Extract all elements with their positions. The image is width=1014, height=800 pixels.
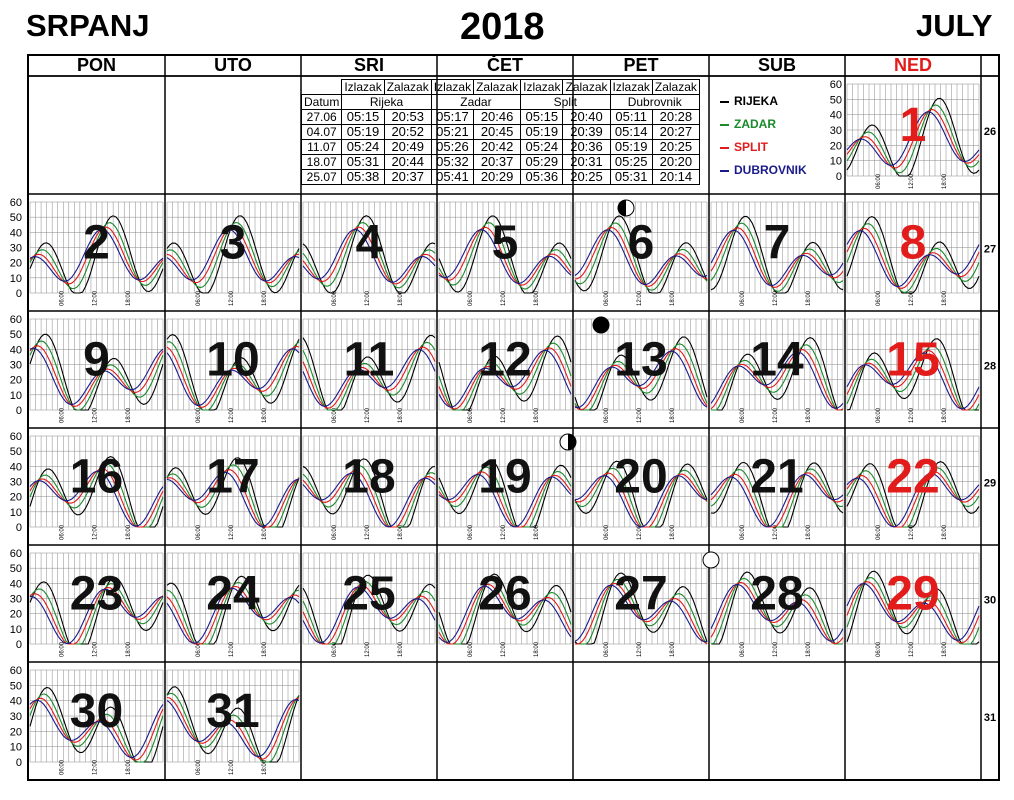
day-number[interactable]: 7 <box>763 216 791 270</box>
x-tick-label: 06:00 <box>740 407 746 423</box>
sun-table-row <box>302 170 700 185</box>
x-tick-label: 06:00 <box>468 407 474 423</box>
x-tick-label: 06:00 <box>59 290 66 306</box>
y-tick-label: 30 <box>9 359 22 372</box>
x-tick-label: 12:00 <box>365 290 371 306</box>
x-tick-label: 12:00 <box>365 407 371 423</box>
day-number[interactable]: 24 <box>206 567 260 621</box>
x-tick-label: 12:00 <box>909 290 915 306</box>
day-number[interactable]: 16 <box>69 450 124 504</box>
y-tick-label: 0 <box>835 171 842 183</box>
x-tick-label: 18:00 <box>262 641 268 657</box>
month-local-title: SRPANJ <box>26 8 150 43</box>
x-tick-label: 12:00 <box>909 524 915 540</box>
row-time: 20:52 <box>384 125 431 140</box>
y-tick-label: 30 <box>829 125 842 137</box>
row-time: 05:24 <box>521 140 563 155</box>
row-time: 05:31 <box>610 170 652 185</box>
x-tick-label: 12:00 <box>773 290 779 306</box>
x-tick-label: 12:00 <box>637 290 643 306</box>
day-number[interactable]: 5 <box>491 216 519 270</box>
y-tick-label: 30 <box>9 711 22 723</box>
day-number[interactable]: 28 <box>750 567 804 621</box>
y-tick-label: 30 <box>9 593 22 606</box>
x-tick-label: 18:00 <box>125 759 132 775</box>
row-time: 05:19 <box>610 140 652 155</box>
row-date: 18.07 <box>302 155 342 170</box>
y-tick-label: 50 <box>9 680 22 693</box>
x-tick-label: 18:00 <box>398 524 404 540</box>
x-tick-label: 12:00 <box>229 759 235 775</box>
row-time: 05:15 <box>342 110 384 125</box>
row-time: 20:49 <box>384 140 431 155</box>
week-number: 29 <box>983 477 997 490</box>
new-moon-moon-icon <box>593 317 609 333</box>
y-tick-label: 50 <box>9 563 22 576</box>
y-tick-label: 10 <box>9 506 22 519</box>
x-tick-label: 06:00 <box>740 524 746 540</box>
x-tick-label: 12:00 <box>229 524 235 540</box>
row-date: 27.06 <box>302 110 342 125</box>
col-zalazak: Zalazak <box>652 80 699 95</box>
x-tick-label: 06:00 <box>876 290 882 306</box>
sunrise-sunset-table <box>301 79 700 185</box>
x-tick-label: 18:00 <box>262 524 268 540</box>
row-time: 05:36 <box>521 170 563 185</box>
x-tick-label: 18:00 <box>670 524 676 540</box>
y-tick-label: 0 <box>15 288 22 300</box>
x-tick-label: 12:00 <box>637 641 643 657</box>
col-zalazak: Zalazak <box>384 80 431 95</box>
row-time: 20:20 <box>652 155 699 170</box>
month-english-title: JULY <box>916 8 993 43</box>
row-time: 20:37 <box>384 170 431 185</box>
x-tick-label: 18:00 <box>942 407 948 423</box>
x-tick-label: 12:00 <box>92 641 99 657</box>
row-time: 05:11 <box>610 110 652 125</box>
day-number[interactable]: 21 <box>750 450 804 504</box>
x-tick-label: 06:00 <box>604 290 610 306</box>
day-number[interactable]: 10 <box>206 333 260 387</box>
y-tick-label: 10 <box>9 741 22 754</box>
x-tick-label: 06:00 <box>876 407 882 423</box>
legend-split: SPLIT <box>720 136 807 159</box>
year-title: 2018 <box>460 6 545 48</box>
row-time: 20:28 <box>652 110 699 125</box>
x-tick-label: 18:00 <box>534 407 540 423</box>
x-tick-label: 06:00 <box>332 407 338 423</box>
x-tick-label: 18:00 <box>125 641 132 657</box>
day-number[interactable]: 12 <box>478 333 532 387</box>
city-rijeka: Rijeka <box>342 95 431 110</box>
tide-legend <box>720 90 807 182</box>
x-tick-label: 06:00 <box>740 290 746 306</box>
sun-table-row <box>302 125 700 140</box>
y-tick-label: 40 <box>9 578 22 591</box>
legend-zadar: ZADAR <box>720 113 807 136</box>
row-time: 20:53 <box>384 110 431 125</box>
row-time: 20:39 <box>563 125 610 140</box>
row-time: 05:41 <box>431 170 473 185</box>
weekday-header: NED <box>893 55 933 75</box>
day-number[interactable]: 18 <box>342 450 396 504</box>
x-tick-label: 06:00 <box>332 524 338 540</box>
x-tick-label: 06:00 <box>332 641 338 657</box>
row-time: 05:19 <box>342 125 384 140</box>
week-number: 26 <box>983 126 997 138</box>
day-number[interactable]: 23 <box>69 567 124 621</box>
row-date: 04.07 <box>302 125 342 140</box>
y-tick-label: 10 <box>9 272 22 285</box>
x-tick-label: 06:00 <box>59 524 66 540</box>
x-tick-label: 18:00 <box>398 641 404 657</box>
day-number[interactable]: 4 <box>355 216 383 270</box>
y-tick-label: 20 <box>9 374 22 387</box>
x-tick-label: 06:00 <box>196 641 202 657</box>
full-moon-moon-icon <box>703 552 719 568</box>
y-tick-label: 0 <box>15 405 22 417</box>
weekday-header: UTO <box>214 55 252 75</box>
x-tick-label: 12:00 <box>229 407 235 423</box>
x-tick-label: 06:00 <box>604 407 610 423</box>
x-tick-label: 18:00 <box>670 290 676 306</box>
x-tick-label: 12:00 <box>92 524 99 540</box>
y-tick-label: 0 <box>15 522 22 534</box>
x-tick-label: 12:00 <box>365 524 371 540</box>
x-tick-label: 18:00 <box>534 641 540 657</box>
sun-table-row <box>302 140 700 155</box>
row-time: 20:25 <box>563 170 610 185</box>
row-time: 05:25 <box>610 155 652 170</box>
x-tick-label: 12:00 <box>773 407 779 423</box>
y-tick-label: 40 <box>9 461 22 474</box>
day-number[interactable]: 3 <box>219 216 247 270</box>
x-tick-label: 06:00 <box>468 641 474 657</box>
y-tick-label: 40 <box>829 109 842 122</box>
x-tick-label: 18:00 <box>806 290 812 306</box>
y-tick-label: 50 <box>9 329 22 342</box>
y-tick-label: 20 <box>9 491 22 504</box>
day-number[interactable]: 17 <box>206 450 260 504</box>
x-tick-label: 12:00 <box>365 641 371 657</box>
y-tick-label: 40 <box>9 695 22 708</box>
y-tick-label: 20 <box>9 726 22 739</box>
day-number[interactable]: 8 <box>899 216 927 270</box>
weekday-header: PET <box>623 55 659 75</box>
col-zalazak: Zalazak <box>474 80 521 95</box>
x-tick-label: 12:00 <box>637 524 643 540</box>
row-time: 05:14 <box>610 125 652 140</box>
x-tick-label: 12:00 <box>501 407 507 423</box>
y-tick-label: 0 <box>15 757 22 769</box>
y-tick-label: 10 <box>9 389 22 402</box>
x-tick-label: 06:00 <box>332 290 338 306</box>
y-tick-label: 60 <box>9 548 22 560</box>
x-tick-label: 18:00 <box>262 759 268 775</box>
x-tick-label: 06:00 <box>876 524 882 540</box>
week-number: 31 <box>983 712 997 724</box>
x-tick-label: 18:00 <box>942 290 948 306</box>
y-tick-label: 60 <box>9 197 22 209</box>
day-number[interactable]: 13 <box>614 333 668 387</box>
x-tick-label: 06:00 <box>876 641 882 657</box>
x-tick-label: 12:00 <box>909 641 915 657</box>
x-tick-label: 18:00 <box>262 407 268 423</box>
x-tick-label: 06:00 <box>468 290 474 306</box>
week-number: 28 <box>983 360 997 373</box>
weekday-header: SRI <box>353 55 385 75</box>
row-time: 05:29 <box>521 155 563 170</box>
row-time: 20:45 <box>474 125 521 140</box>
x-tick-label: 18:00 <box>534 290 540 306</box>
day-number[interactable]: 31 <box>206 684 260 738</box>
x-tick-label: 12:00 <box>773 524 779 540</box>
y-tick-label: 60 <box>9 665 22 677</box>
y-tick-label: 40 <box>9 227 22 240</box>
day-number[interactable]: 19 <box>478 450 532 504</box>
col-izlazak: Izlazak <box>521 80 563 95</box>
row-date: 11.07 <box>302 140 342 155</box>
weekday-header: PON <box>76 55 117 75</box>
x-tick-label: 12:00 <box>501 524 507 540</box>
y-tick-label: 20 <box>9 257 22 270</box>
col-datum: Datum <box>302 95 342 110</box>
day-number[interactable]: 25 <box>342 567 396 621</box>
row-time: 05:21 <box>431 125 473 140</box>
x-tick-label: 12:00 <box>909 173 915 189</box>
row-time: 20:14 <box>652 170 699 185</box>
legend-rijeka: RIJEKA <box>720 90 807 113</box>
row-time: 20:37 <box>474 155 521 170</box>
day-number[interactable]: 26 <box>478 567 532 621</box>
row-time: 05:17 <box>431 110 473 125</box>
legend-dubrovnik: DUBROVNIK <box>720 159 807 182</box>
y-tick-label: 10 <box>829 155 842 168</box>
week-number: 30 <box>983 594 997 607</box>
x-tick-label: 12:00 <box>637 407 643 423</box>
x-tick-label: 12:00 <box>92 290 99 306</box>
x-tick-label: 18:00 <box>398 407 404 423</box>
row-time: 20:31 <box>563 155 610 170</box>
x-tick-label: 18:00 <box>125 524 132 540</box>
day-number[interactable]: 20 <box>614 450 668 504</box>
row-time: 20:29 <box>474 170 521 185</box>
week-number: 27 <box>983 243 997 256</box>
day-number[interactable]: 2 <box>83 216 110 270</box>
x-tick-label: 12:00 <box>229 641 235 657</box>
day-number[interactable]: 30 <box>69 684 124 738</box>
day-number[interactable]: 11 <box>343 333 395 387</box>
row-time: 05:31 <box>342 155 384 170</box>
x-tick-label: 06:00 <box>468 524 474 540</box>
day-number[interactable]: 6 <box>627 216 655 270</box>
y-tick-label: 60 <box>829 79 842 91</box>
x-tick-label: 12:00 <box>773 641 779 657</box>
city-split: Split <box>521 95 610 110</box>
x-tick-label: 18:00 <box>670 407 676 423</box>
x-tick-label: 12:00 <box>92 407 99 423</box>
x-tick-label: 12:00 <box>229 290 235 306</box>
row-time: 20:44 <box>384 155 431 170</box>
row-time: 20:36 <box>563 140 610 155</box>
row-time: 20:42 <box>474 140 521 155</box>
x-tick-label: 06:00 <box>59 407 66 423</box>
day-number[interactable]: 22 <box>886 450 940 504</box>
x-tick-label: 18:00 <box>942 641 948 657</box>
y-tick-label: 20 <box>9 608 22 621</box>
y-tick-label: 50 <box>9 446 22 459</box>
weekday-header: SUB <box>757 55 797 75</box>
row-time: 05:24 <box>342 140 384 155</box>
city-dubrovnik: Dubrovnik <box>610 95 699 110</box>
x-tick-label: 18:00 <box>942 524 948 540</box>
x-tick-label: 18:00 <box>262 290 268 306</box>
row-time: 05:26 <box>431 140 473 155</box>
y-tick-label: 30 <box>9 242 22 255</box>
x-tick-label: 06:00 <box>59 759 66 775</box>
x-tick-label: 06:00 <box>196 290 202 306</box>
col-zalazak: Zalazak <box>563 80 610 95</box>
row-time: 20:25 <box>652 140 699 155</box>
x-tick-label: 18:00 <box>534 524 540 540</box>
col-izlazak: Izlazak <box>610 80 652 95</box>
weekday-header: ČET <box>487 55 523 75</box>
x-tick-label: 06:00 <box>604 641 610 657</box>
x-tick-label: 12:00 <box>92 759 99 775</box>
day-number[interactable]: 9 <box>83 333 110 387</box>
y-tick-label: 0 <box>15 639 22 651</box>
x-tick-label: 18:00 <box>942 173 948 189</box>
x-tick-label: 18:00 <box>806 524 812 540</box>
day-number[interactable]: 14 <box>750 333 804 387</box>
y-tick-label: 20 <box>829 140 842 153</box>
x-tick-label: 18:00 <box>125 290 132 306</box>
day-number[interactable]: 29 <box>886 567 940 621</box>
x-tick-label: 06:00 <box>196 759 202 775</box>
x-tick-label: 06:00 <box>604 524 610 540</box>
row-date: 25.07 <box>302 170 342 185</box>
x-tick-label: 06:00 <box>59 641 66 657</box>
col-izlazak: Izlazak <box>342 80 384 95</box>
y-tick-label: 10 <box>9 623 22 636</box>
y-tick-label: 60 <box>9 431 22 443</box>
x-tick-label: 18:00 <box>806 641 812 657</box>
x-tick-label: 18:00 <box>125 407 132 423</box>
sun-table-row <box>302 155 700 170</box>
row-time: 20:27 <box>652 125 699 140</box>
sun-table-row <box>302 110 700 125</box>
x-tick-label: 12:00 <box>501 290 507 306</box>
row-time: 20:46 <box>474 110 521 125</box>
day-number[interactable]: 1 <box>899 98 927 152</box>
x-tick-label: 18:00 <box>398 290 404 306</box>
y-tick-label: 60 <box>9 314 22 326</box>
x-tick-label: 06:00 <box>196 407 202 423</box>
day-number[interactable]: 27 <box>614 567 668 621</box>
row-time: 05:32 <box>431 155 473 170</box>
first-quarter-moon-icon <box>560 434 576 450</box>
y-tick-label: 50 <box>829 94 842 107</box>
day-number[interactable]: 15 <box>886 333 940 387</box>
y-tick-label: 30 <box>9 476 22 489</box>
y-tick-label: 40 <box>9 344 22 357</box>
row-time: 05:19 <box>521 125 563 140</box>
last-quarter-moon-icon <box>618 200 634 216</box>
x-tick-label: 18:00 <box>670 641 676 657</box>
x-tick-label: 12:00 <box>909 407 915 423</box>
row-time: 05:15 <box>521 110 563 125</box>
x-tick-label: 18:00 <box>806 407 812 423</box>
x-tick-label: 06:00 <box>196 524 202 540</box>
row-time: 20:40 <box>563 110 610 125</box>
row-time: 05:38 <box>342 170 384 185</box>
x-tick-label: 12:00 <box>501 641 507 657</box>
x-tick-label: 06:00 <box>740 641 746 657</box>
col-izlazak: Izlazak <box>431 80 473 95</box>
x-tick-label: 06:00 <box>876 173 882 189</box>
y-tick-label: 50 <box>9 212 22 225</box>
city-zadar: Zadar <box>431 95 520 110</box>
